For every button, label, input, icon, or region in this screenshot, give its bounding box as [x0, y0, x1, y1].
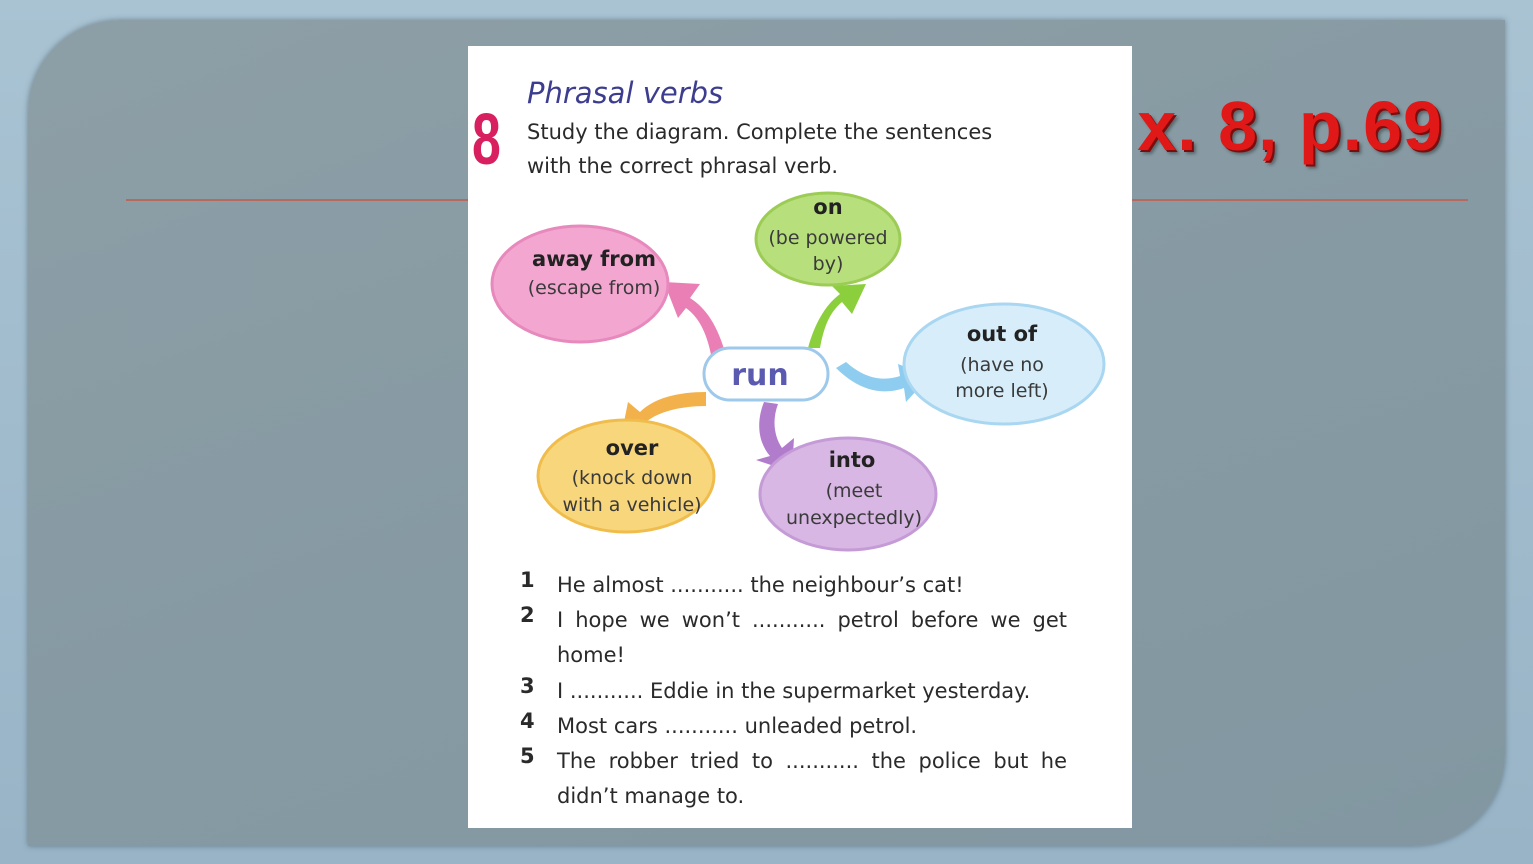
- bubble-into-head: into: [828, 448, 876, 472]
- bubble-over-sub-2: with a vehicle): [562, 494, 702, 516]
- sentence-number: 2: [520, 603, 535, 627]
- phrasal-verb-diagram: [468, 46, 1132, 566]
- sentence-number: 4: [520, 709, 535, 733]
- sentence-text: I hope we won’t ........... petrol before we get home!: [557, 608, 1067, 667]
- bubble-out-of-head: out of: [966, 322, 1038, 346]
- bubble-over-head: over: [605, 436, 659, 460]
- sentence-text: Most cars ........... unleaded petrol.: [557, 714, 918, 738]
- bubble-into-sub-2: unexpectedly): [785, 507, 923, 529]
- bubble-into-sub-1: (meet: [825, 480, 883, 502]
- slide-title: x. 8, p.69: [1137, 87, 1443, 165]
- sentence-number: 3: [520, 674, 535, 698]
- textbook-page: [468, 46, 1132, 828]
- bubble-out-of-sub-2: more left): [955, 380, 1049, 402]
- sentence-text: I ........... Eddie in the supermarket yesterday.: [557, 679, 1031, 703]
- instruction-line-2: with the correct phrasal verb.: [527, 154, 839, 178]
- exercise-number: 8: [472, 100, 501, 180]
- bubble-away-from-head: away from: [532, 247, 656, 271]
- center-label: run: [731, 358, 789, 393]
- sentence-number: 5: [520, 744, 535, 768]
- exercise-heading: Phrasal verbs: [527, 76, 724, 110]
- sentence-number: 1: [520, 568, 535, 592]
- bubble-over-sub-1: (knock down: [571, 467, 693, 489]
- bubble-on-sub-1: (be powered: [768, 227, 888, 249]
- bubble-on-head: on: [813, 195, 843, 219]
- arrow-away-from: [664, 282, 726, 360]
- instruction-line-1: Study the diagram. Complete the sentences: [527, 120, 993, 144]
- arrow-on: [808, 284, 866, 348]
- bubble-on-sub-2: by): [812, 253, 844, 275]
- sentence-text: He almost ........... the neighbour’s cat!: [557, 573, 964, 597]
- bubble-away-from-sub: (escape from): [527, 277, 661, 299]
- bubble-out-of-sub-1: (have no: [960, 354, 1044, 376]
- sentence-text: The robber tried to ........... the police but he didn’t manage to.: [557, 749, 1067, 808]
